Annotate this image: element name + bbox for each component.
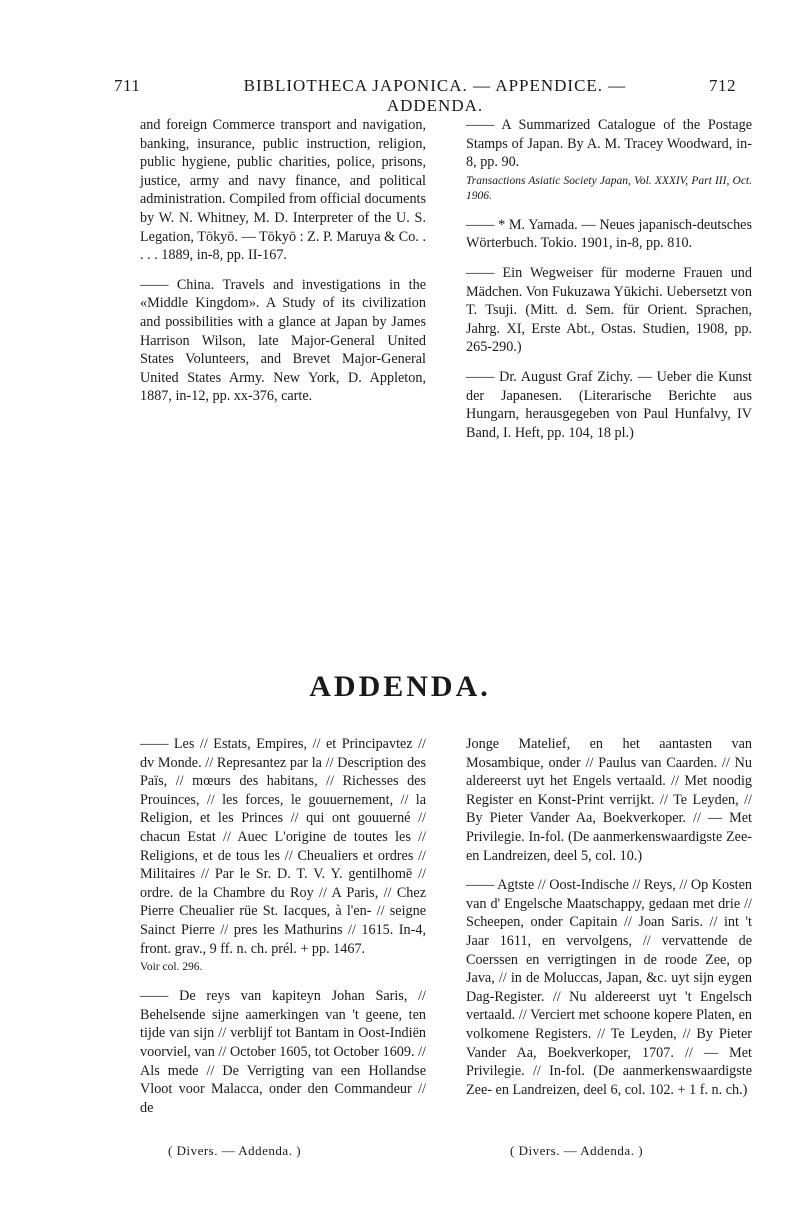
column-top-right <box>466 116 752 453</box>
column-footer-right: ( Divers. — Addenda. ) <box>510 1143 644 1158</box>
entry-yamada-dictionary: —— * M. Yamada. — Neues japanisch-deutsches Wörterbuch. Tokio. 1901, in-8, pp. 810. <box>466 216 752 252</box>
running-header <box>114 76 736 115</box>
entry-wegweiser: —— Ein Wegweiser für moderne Frauen und Mädchen. Von Fukuzawa Yūkichi. Uebersetzt von T. Tsuji. (Mitt. d. Sem. für Orient. Sprachen, Jahrg. XI, Erste Abt., Ostas. Studien, 1908, pp. 265-290.) <box>466 264 752 356</box>
entry-postage-stamps: —— A Summarized Catalogue of the Postage Stamps of Japan. By A. M. Tracey Woodward, in-8, pp. 90. <box>466 117 752 171</box>
entry-estats-empires: —— Les // Estats, Empires, // et Principavtez // dv Monde. // Represantez par la // Description des Païs, // mœurs des habitans, // Richesses des Prouinces, // les forces, le gouuernement, // la Religion, et les Princes // qui ont gouuerné // chacun Estat // Auec L'origine de toutes les // Religions, et de tous les // Cheualiers et ordres // Militaires // Par le Sr. D. T. V. Y. gentilhomē // ordre. de la Chambre du Roy // A Paris, // Chez Pierre Cheualier rüe St. Iacques, à l'en- // seigne Sainct Pierre // pres les Mathurins // 1615. In-4, front. grav., 9 ff. n. ch. prél. + pp. 1467. <box>140 736 426 957</box>
page-number-right: 712 <box>709 76 736 95</box>
column-top-left <box>140 116 426 417</box>
entry-estats-ref: Voir col. 296. <box>140 961 203 974</box>
entry-saris-reys: —— De reys van kapiteyn Johan Saris, // Behelsende sijne aamerkingen van 't geene, ten tijde van sijn // verblijf tot Bantam in Oost-Indiën voorviel, van // October 1605, tot October 1609. // Als mede // De Verrigting van een Hollandse Vloot voor Malacca, onder den Commandeur // de <box>140 988 426 1116</box>
entry-postage-stamps-ref: Transactions Asiatic Society Japan, Vol. XXXIV, Part III, Oct. 1906. <box>466 174 752 202</box>
section-title-addenda: ADDENDA. <box>309 670 491 703</box>
entry-matelief-continued: Jonge Matelief, en het aantasten van Mosambique, onder // Paulus van Caarden. // Nu aldereerst uyt het Engels vertaald. // Met noodig Register en Konst-Print verrijkt. // Te Leyden, // By Pieter Vander Aa, Boekverkoper. // — Met Privilegie. In-fol. (De aanmerkenswaardigste Zee- en Landreizen, deel 5, col. 10.) <box>466 736 752 864</box>
entry-agtste-reys: —— Agtste // Oost-Indische // Reys, // Op Kosten van d' Engelsche Maatschappy, gedaan met drie // Scheepen, onder Capitain // Joan Saris. // int 't Jaar 1611, en vervolgens, // vervattende de Coerssen en verrigtingen in de roode Zee, op Java, // in de Moluccas, Japan, &c. uyt sijn eygen Dag-Register. // Nu aldereerst uyt 't Engelsch vertaald. // Verciert met schoone kopere Platen, en volkomene Registers. // Te Leyden, // By Pieter Vander Aa, Boekverkoper, 1707. // — Met Privilegie. // In-fol. (De aanmerkenswaardigste Zee- en Landreizen, deel 6, col. 102. + 1 f. n. ch.) <box>466 877 752 1098</box>
column-footer-left: ( Divers. — Addenda. ) <box>168 1143 302 1158</box>
column-bottom-left <box>140 735 426 1128</box>
entry-zichy: —— Dr. August Graf Zichy. — Ueber die Kunst der Japanesen. (Literarische Berichte aus Hungarn, herausgegeben von Paul Hunfalvy, IV Band, I. Heft, pp. 104, 18 pl.) <box>466 368 752 441</box>
page-number-left: 711 <box>114 76 141 95</box>
entry-china-travels: —— China. Travels and investigations in the «Middle Kingdom». A Study of its civilization and possibilities with a glance at Japan by James Harrison Wilson, late Major-General United States Volunteers, and Brevet Major-General United States Army. New York, D. Appleton, 1887, in-12, pp. xx-376, carte. <box>140 276 426 405</box>
running-title: BIBLIOTHECA JAPONICA. — APPENDICE. — ADDENDA. <box>243 76 627 115</box>
column-bottom-right <box>466 735 752 1110</box>
entry-whitney-continued: and foreign Commerce transport and navigation, banking, insurance, public instruction, religion, public hygiene, public charities, police, prisons, justice, army and navy finance, and political administration. Compiled from official documents by W. N. Whitney, M. D. Interpreter of the U. S. Legation, Tōkyō. — Tōkyō : Z. P. Maruya & Co. . . . . 1889, in-8, pp. II-167. <box>140 117 426 264</box>
